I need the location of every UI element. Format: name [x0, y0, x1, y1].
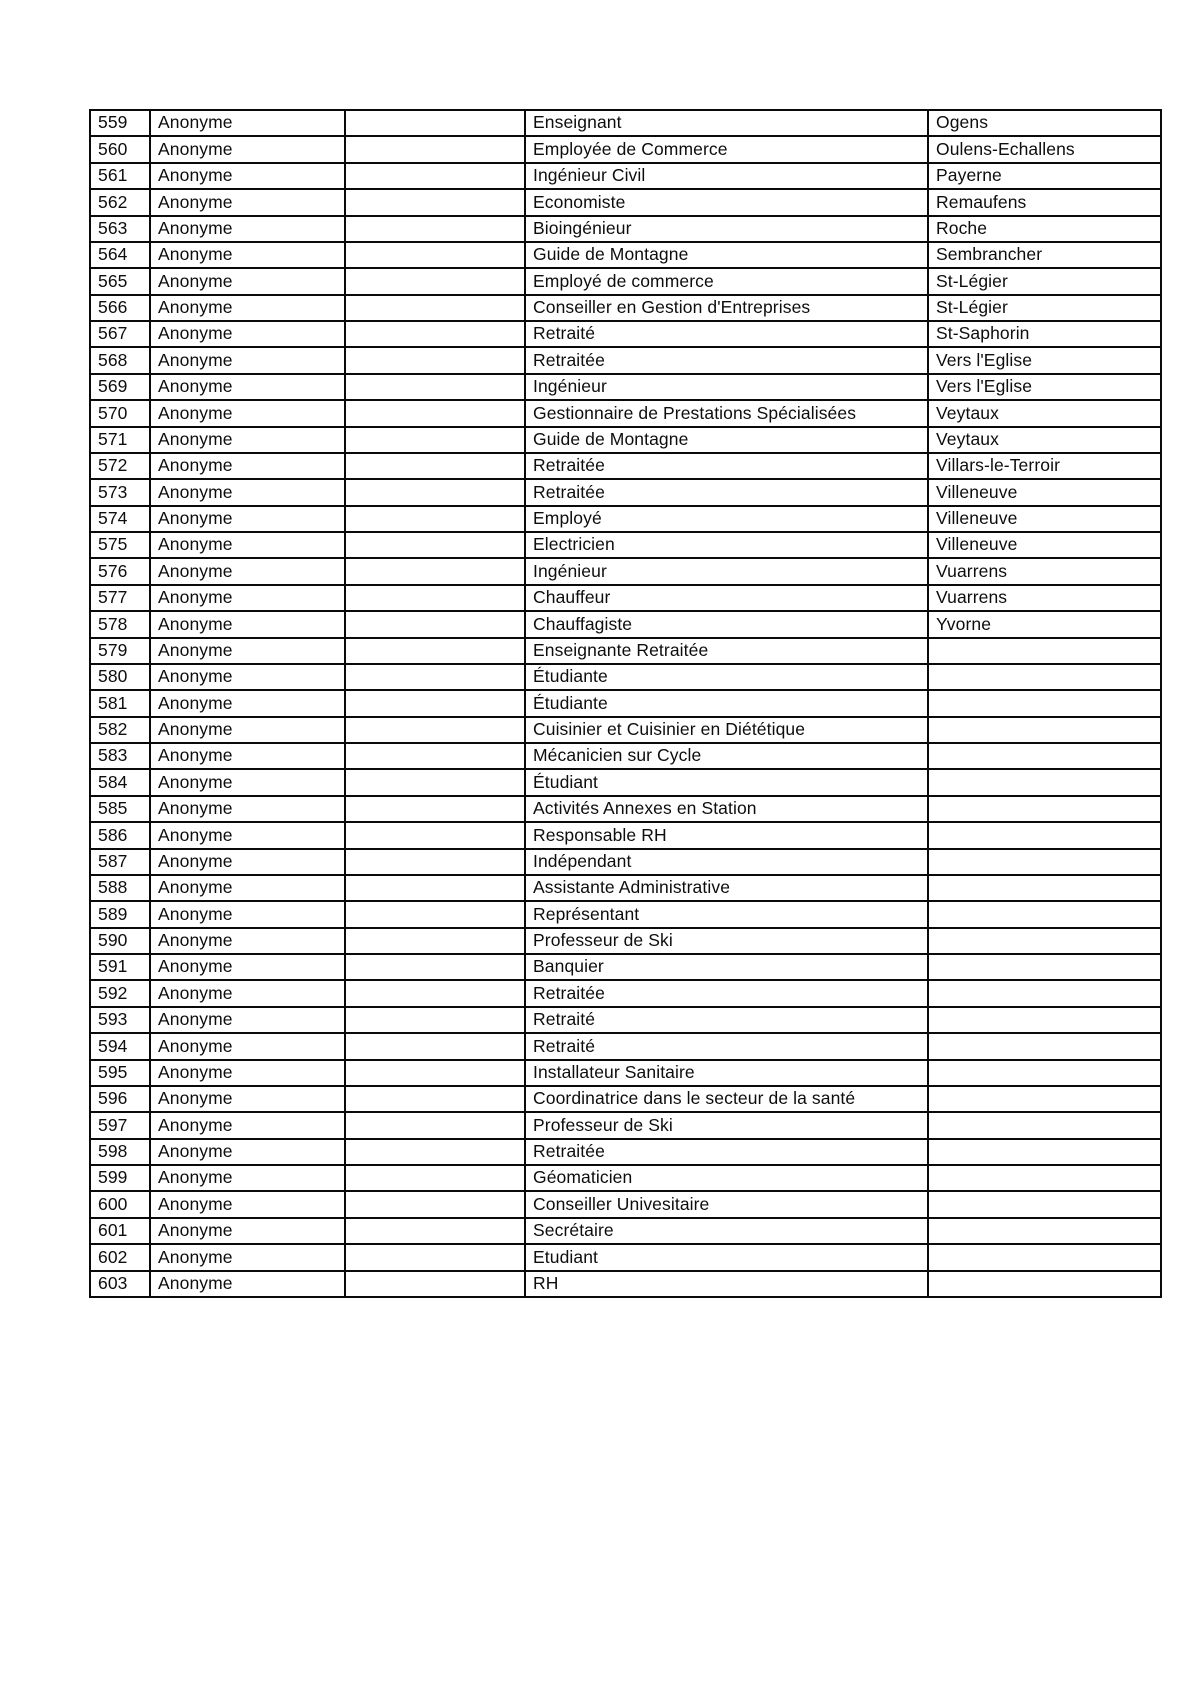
table-row	[90, 427, 1161, 453]
cell-blank	[345, 822, 525, 848]
table-row	[90, 928, 1161, 954]
cell-number: 595	[90, 1060, 150, 1086]
cell-number: 570	[90, 400, 150, 426]
cell-city	[928, 1165, 1161, 1191]
cell-city	[928, 1112, 1161, 1138]
table-row	[90, 110, 1161, 136]
cell-city	[928, 1218, 1161, 1244]
cell-name: Anonyme	[150, 1244, 345, 1270]
cell-profession: Ingénieur	[525, 558, 928, 584]
cell-city: St-Légier	[928, 295, 1161, 321]
table-row	[90, 163, 1161, 189]
cell-blank	[345, 638, 525, 664]
cell-blank	[345, 1007, 525, 1033]
cell-blank	[345, 980, 525, 1006]
cell-profession: Guide de Montagne	[525, 242, 928, 268]
cell-city	[928, 1007, 1161, 1033]
table-row	[90, 532, 1161, 558]
table-row	[90, 268, 1161, 294]
cell-blank	[345, 110, 525, 136]
table-row	[90, 1244, 1161, 1270]
cell-profession: Retraitée	[525, 453, 928, 479]
cell-profession: Cuisinier et Cuisinier en Diététique	[525, 717, 928, 743]
cell-blank	[345, 585, 525, 611]
table-row	[90, 638, 1161, 664]
cell-blank	[345, 374, 525, 400]
cell-name: Anonyme	[150, 189, 345, 215]
cell-number: 596	[90, 1086, 150, 1112]
table-row	[90, 901, 1161, 927]
cell-city: Ogens	[928, 110, 1161, 136]
cell-city: Sembrancher	[928, 242, 1161, 268]
table-row	[90, 822, 1161, 848]
cell-blank	[345, 268, 525, 294]
cell-blank	[345, 532, 525, 558]
cell-profession: Chauffeur	[525, 585, 928, 611]
cell-blank	[345, 717, 525, 743]
cell-blank	[345, 611, 525, 637]
table-row	[90, 374, 1161, 400]
cell-blank	[345, 690, 525, 716]
cell-blank	[345, 558, 525, 584]
cell-number: 593	[90, 1007, 150, 1033]
cell-number: 588	[90, 875, 150, 901]
cell-blank	[345, 954, 525, 980]
cell-blank	[345, 479, 525, 505]
cell-profession: Étudiante	[525, 690, 928, 716]
cell-number: 583	[90, 743, 150, 769]
cell-number: 573	[90, 479, 150, 505]
table-row	[90, 1271, 1161, 1298]
cell-name: Anonyme	[150, 1218, 345, 1244]
table-row	[90, 400, 1161, 426]
cell-blank	[345, 901, 525, 927]
cell-profession: Représentant	[525, 901, 928, 927]
table-row	[90, 1191, 1161, 1217]
cell-name: Anonyme	[150, 822, 345, 848]
cell-profession: Assistante Administrative	[525, 875, 928, 901]
table-row	[90, 1112, 1161, 1138]
cell-name: Anonyme	[150, 875, 345, 901]
cell-number: 578	[90, 611, 150, 637]
cell-profession: Retraitée	[525, 347, 928, 373]
cell-name: Anonyme	[150, 479, 345, 505]
cell-blank	[345, 427, 525, 453]
respondent-table	[89, 109, 1162, 1298]
cell-number: 592	[90, 980, 150, 1006]
cell-city: Vers l'Eglise	[928, 347, 1161, 373]
cell-name: Anonyme	[150, 611, 345, 637]
cell-profession: Employé	[525, 506, 928, 532]
cell-city	[928, 796, 1161, 822]
cell-number: 580	[90, 664, 150, 690]
table-row	[90, 189, 1161, 215]
cell-profession: Etudiant	[525, 1244, 928, 1270]
cell-city: Villeneuve	[928, 506, 1161, 532]
cell-blank	[345, 347, 525, 373]
cell-city	[928, 875, 1161, 901]
cell-number: 582	[90, 717, 150, 743]
cell-city	[928, 1271, 1161, 1298]
cell-blank	[345, 796, 525, 822]
cell-profession: Indépendant	[525, 849, 928, 875]
cell-number: 577	[90, 585, 150, 611]
cell-profession: Géomaticien	[525, 1165, 928, 1191]
cell-city: Vuarrens	[928, 558, 1161, 584]
cell-city	[928, 690, 1161, 716]
cell-blank	[345, 769, 525, 795]
cell-blank	[345, 216, 525, 242]
cell-name: Anonyme	[150, 1007, 345, 1033]
cell-city	[928, 769, 1161, 795]
cell-profession: Guide de Montagne	[525, 427, 928, 453]
cell-profession: Employé de commerce	[525, 268, 928, 294]
cell-name: Anonyme	[150, 506, 345, 532]
cell-number: 572	[90, 453, 150, 479]
cell-blank	[345, 163, 525, 189]
cell-city: Roche	[928, 216, 1161, 242]
table-row	[90, 321, 1161, 347]
cell-blank	[345, 1165, 525, 1191]
cell-profession: Responsable RH	[525, 822, 928, 848]
cell-profession: Retraitée	[525, 980, 928, 1006]
cell-name: Anonyme	[150, 110, 345, 136]
cell-number: 602	[90, 1244, 150, 1270]
cell-city: St-Légier	[928, 268, 1161, 294]
cell-number: 589	[90, 901, 150, 927]
cell-number: 597	[90, 1112, 150, 1138]
cell-name: Anonyme	[150, 928, 345, 954]
cell-name: Anonyme	[150, 664, 345, 690]
cell-profession: Ingénieur Civil	[525, 163, 928, 189]
cell-profession: Professeur de Ski	[525, 1112, 928, 1138]
cell-city: Payerne	[928, 163, 1161, 189]
cell-name: Anonyme	[150, 136, 345, 162]
cell-blank	[345, 875, 525, 901]
table-row	[90, 980, 1161, 1006]
table-row	[90, 295, 1161, 321]
cell-blank	[345, 1060, 525, 1086]
cell-profession: Electricien	[525, 532, 928, 558]
cell-name: Anonyme	[150, 242, 345, 268]
cell-city: Veytaux	[928, 400, 1161, 426]
table-row	[90, 954, 1161, 980]
cell-profession: Coordinatrice dans le secteur de la santé	[525, 1086, 928, 1112]
cell-name: Anonyme	[150, 796, 345, 822]
table-row	[90, 506, 1161, 532]
cell-blank	[345, 506, 525, 532]
cell-city	[928, 822, 1161, 848]
table-row	[90, 1086, 1161, 1112]
cell-city	[928, 980, 1161, 1006]
cell-name: Anonyme	[150, 400, 345, 426]
cell-name: Anonyme	[150, 558, 345, 584]
table-row	[90, 242, 1161, 268]
cell-blank	[345, 743, 525, 769]
cell-number: 563	[90, 216, 150, 242]
cell-profession: Mécanicien sur Cycle	[525, 743, 928, 769]
cell-profession: Economiste	[525, 189, 928, 215]
cell-name: Anonyme	[150, 980, 345, 1006]
cell-name: Anonyme	[150, 1086, 345, 1112]
cell-profession: Installateur Sanitaire	[525, 1060, 928, 1086]
table-row	[90, 690, 1161, 716]
cell-city	[928, 743, 1161, 769]
cell-profession: Retraité	[525, 1007, 928, 1033]
cell-blank	[345, 1112, 525, 1138]
cell-name: Anonyme	[150, 717, 345, 743]
cell-number: 575	[90, 532, 150, 558]
cell-city	[928, 928, 1161, 954]
cell-name: Anonyme	[150, 638, 345, 664]
table-row	[90, 743, 1161, 769]
cell-profession: Retraité	[525, 321, 928, 347]
cell-number: 600	[90, 1191, 150, 1217]
table-row	[90, 216, 1161, 242]
cell-city	[928, 1060, 1161, 1086]
cell-city	[928, 1139, 1161, 1165]
cell-blank	[345, 1086, 525, 1112]
cell-blank	[345, 1271, 525, 1298]
cell-blank	[345, 1139, 525, 1165]
cell-city	[928, 901, 1161, 927]
table-row	[90, 136, 1161, 162]
cell-number: 576	[90, 558, 150, 584]
cell-profession: Conseiller en Gestion d'Entreprises	[525, 295, 928, 321]
cell-city: Oulens-Echallens	[928, 136, 1161, 162]
cell-profession: Retraitée	[525, 1139, 928, 1165]
cell-city: Villeneuve	[928, 479, 1161, 505]
cell-blank	[345, 928, 525, 954]
cell-number: 571	[90, 427, 150, 453]
cell-number: 561	[90, 163, 150, 189]
cell-number: 574	[90, 506, 150, 532]
cell-city	[928, 954, 1161, 980]
table-row	[90, 479, 1161, 505]
cell-profession: Retraité	[525, 1033, 928, 1059]
cell-profession: Retraitée	[525, 479, 928, 505]
cell-profession: Chauffagiste	[525, 611, 928, 637]
cell-name: Anonyme	[150, 453, 345, 479]
cell-name: Anonyme	[150, 1112, 345, 1138]
cell-name: Anonyme	[150, 585, 345, 611]
cell-blank	[345, 1033, 525, 1059]
cell-city	[928, 1191, 1161, 1217]
table-row	[90, 1165, 1161, 1191]
cell-name: Anonyme	[150, 1033, 345, 1059]
table-row	[90, 849, 1161, 875]
cell-name: Anonyme	[150, 849, 345, 875]
cell-blank	[345, 1218, 525, 1244]
cell-city	[928, 1033, 1161, 1059]
cell-city	[928, 717, 1161, 743]
cell-profession: Gestionnaire de Prestations Spécialisées	[525, 400, 928, 426]
cell-number: 579	[90, 638, 150, 664]
cell-number: 568	[90, 347, 150, 373]
table-row	[90, 717, 1161, 743]
cell-number: 584	[90, 769, 150, 795]
cell-name: Anonyme	[150, 532, 345, 558]
cell-profession: Secrétaire	[525, 1218, 928, 1244]
table-row	[90, 1033, 1161, 1059]
table-row	[90, 796, 1161, 822]
cell-profession: Étudiant	[525, 769, 928, 795]
cell-number: 591	[90, 954, 150, 980]
cell-city: St-Saphorin	[928, 321, 1161, 347]
cell-city: Remaufens	[928, 189, 1161, 215]
table-row	[90, 769, 1161, 795]
cell-number: 569	[90, 374, 150, 400]
cell-profession: Activités Annexes en Station	[525, 796, 928, 822]
cell-name: Anonyme	[150, 347, 345, 373]
cell-name: Anonyme	[150, 1271, 345, 1298]
table-row	[90, 585, 1161, 611]
cell-name: Anonyme	[150, 427, 345, 453]
cell-profession: Enseignant	[525, 110, 928, 136]
cell-profession: Banquier	[525, 954, 928, 980]
cell-number: 598	[90, 1139, 150, 1165]
table-row	[90, 1007, 1161, 1033]
cell-name: Anonyme	[150, 954, 345, 980]
cell-city: Vers l'Eglise	[928, 374, 1161, 400]
cell-city: Veytaux	[928, 427, 1161, 453]
cell-number: 599	[90, 1165, 150, 1191]
cell-name: Anonyme	[150, 216, 345, 242]
cell-city: Villeneuve	[928, 532, 1161, 558]
cell-number: 564	[90, 242, 150, 268]
cell-city: Vuarrens	[928, 585, 1161, 611]
cell-name: Anonyme	[150, 1165, 345, 1191]
cell-number: 560	[90, 136, 150, 162]
cell-blank	[345, 189, 525, 215]
cell-blank	[345, 849, 525, 875]
cell-name: Anonyme	[150, 1191, 345, 1217]
cell-profession: Étudiante	[525, 664, 928, 690]
cell-number: 581	[90, 690, 150, 716]
cell-number: 601	[90, 1218, 150, 1244]
cell-profession: Employée de Commerce	[525, 136, 928, 162]
cell-city	[928, 1244, 1161, 1270]
cell-name: Anonyme	[150, 690, 345, 716]
cell-city	[928, 1086, 1161, 1112]
cell-blank	[345, 242, 525, 268]
cell-name: Anonyme	[150, 321, 345, 347]
table-row	[90, 664, 1161, 690]
cell-number: 603	[90, 1271, 150, 1298]
table-row	[90, 347, 1161, 373]
cell-blank	[345, 664, 525, 690]
cell-number: 594	[90, 1033, 150, 1059]
table-row	[90, 1139, 1161, 1165]
cell-name: Anonyme	[150, 268, 345, 294]
cell-number: 562	[90, 189, 150, 215]
cell-city	[928, 849, 1161, 875]
table-body	[90, 110, 1161, 1297]
cell-profession: RH	[525, 1271, 928, 1298]
cell-profession: Enseignante Retraitée	[525, 638, 928, 664]
table-row	[90, 558, 1161, 584]
cell-profession: Bioingénieur	[525, 216, 928, 242]
cell-blank	[345, 136, 525, 162]
cell-number: 587	[90, 849, 150, 875]
cell-city: Yvorne	[928, 611, 1161, 637]
cell-number: 567	[90, 321, 150, 347]
cell-name: Anonyme	[150, 769, 345, 795]
cell-number: 566	[90, 295, 150, 321]
table-row	[90, 1060, 1161, 1086]
cell-number: 565	[90, 268, 150, 294]
cell-name: Anonyme	[150, 743, 345, 769]
table-row	[90, 1218, 1161, 1244]
cell-city	[928, 664, 1161, 690]
cell-blank	[345, 453, 525, 479]
cell-number: 590	[90, 928, 150, 954]
cell-name: Anonyme	[150, 1060, 345, 1086]
cell-profession: Professeur de Ski	[525, 928, 928, 954]
cell-blank	[345, 400, 525, 426]
cell-profession: Conseiller Univesitaire	[525, 1191, 928, 1217]
cell-profession: Ingénieur	[525, 374, 928, 400]
cell-number: 559	[90, 110, 150, 136]
cell-name: Anonyme	[150, 374, 345, 400]
table-row	[90, 611, 1161, 637]
cell-number: 586	[90, 822, 150, 848]
cell-city: Villars-le-Terroir	[928, 453, 1161, 479]
cell-name: Anonyme	[150, 1139, 345, 1165]
cell-number: 585	[90, 796, 150, 822]
table-row	[90, 875, 1161, 901]
cell-blank	[345, 1244, 525, 1270]
cell-blank	[345, 1191, 525, 1217]
cell-name: Anonyme	[150, 163, 345, 189]
cell-blank	[345, 295, 525, 321]
cell-name: Anonyme	[150, 901, 345, 927]
cell-name: Anonyme	[150, 295, 345, 321]
table-row	[90, 453, 1161, 479]
cell-city	[928, 638, 1161, 664]
cell-blank	[345, 321, 525, 347]
